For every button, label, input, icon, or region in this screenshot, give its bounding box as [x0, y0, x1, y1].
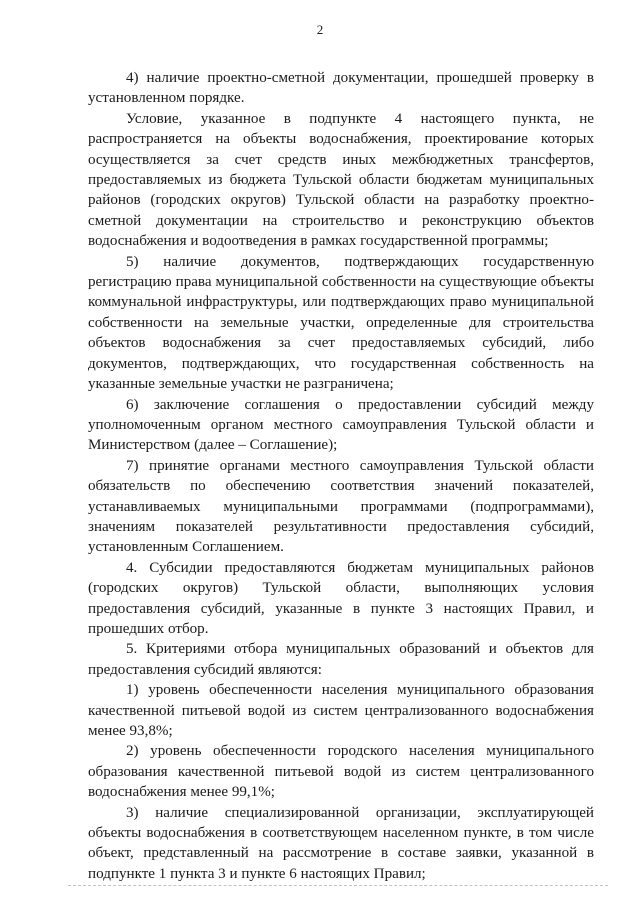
paragraph-condition-exception: Условие, указанное в подпункте 4 настоящего пункта, не распространяется на объекты водоснабжения, проектирование которых осуществляется за счет средств иных межбюджетных трансфертов, предоставляемых из бюджета Тульской области бюджетам муниципальных районов (городских округов) Тульской области на разработку проектно-сметной документации на строительство и реконструкцию объектов водоснабжения и водоотведения в рамках государственной программы;	[88, 110, 594, 250]
paragraph-item-6-agreement: 6) заключение соглашения о предоставлении субсидий между уполномоченным органом местного самоуправления Тульской области и Министерством (далее – Соглашение);	[88, 396, 594, 454]
scan-footer-line	[68, 885, 608, 886]
paragraph-clause-4-subsidies: 4. Субсидии предоставляются бюджетам муниципальных районов (городских округов) Тульской области, выполняющих условия предоставления субсидий, указанные в пункте 3 настоящих Правил, и прошедших отбор.	[88, 559, 594, 637]
paragraph-criterion-3: 3) наличие специализированной организации, эксплуатирующей объекты водоснабжения в соответствующем населенном пункте, в том числе объект, представленный на рассмотрение в составе заявки, указанной в подпункте 1 пункта 3 и пункте 6 настоящих Правил;	[88, 804, 594, 882]
document-body	[88, 68, 594, 884]
paragraph-criterion-1: 1) уровень обеспеченности населения муниципального образования качественной питьевой водой из систем централизованного водоснабжения менее 93,8%;	[88, 682, 594, 739]
paragraph-criterion-2: 2) уровень обеспеченности городского населения муниципального образования качественной питьевой водой из систем централизованного водоснабжения менее 99,1%;	[88, 743, 594, 801]
paragraph-item-5-ownership-documents: 5) наличие документов, подтверждающих государственную регистрацию права муниципальной собственности на существующие объекты коммунальной инфраструктуры, или подтверждающих право муниципальной собственности на земельные участки, определенные для строительства объектов водоснабжения за счет предоставляемых субсидий, либо документов, подтверждающих, что государственная собственность на указанные земельные участки не разграничена;	[88, 253, 594, 393]
paragraph-item-4-design-documentation: 4) наличие проектно-сметной документации, прошедшей проверку в установленном порядке.	[88, 70, 594, 107]
page-number: 2	[316, 22, 324, 37]
paragraph-item-7-obligations: 7) принятие органами местного самоуправления Тульской области обязательств по обеспечению соответствия значений показателей, устанавливаемых муниципальными программами (подпрограммами), значениям показателей результативности предоставления субсидий, установленным Соглашением.	[88, 457, 594, 556]
paragraph-clause-5-criteria: 5. Критериями отбора муниципальных образований и объектов для предоставления субсидий являются:	[88, 641, 594, 678]
